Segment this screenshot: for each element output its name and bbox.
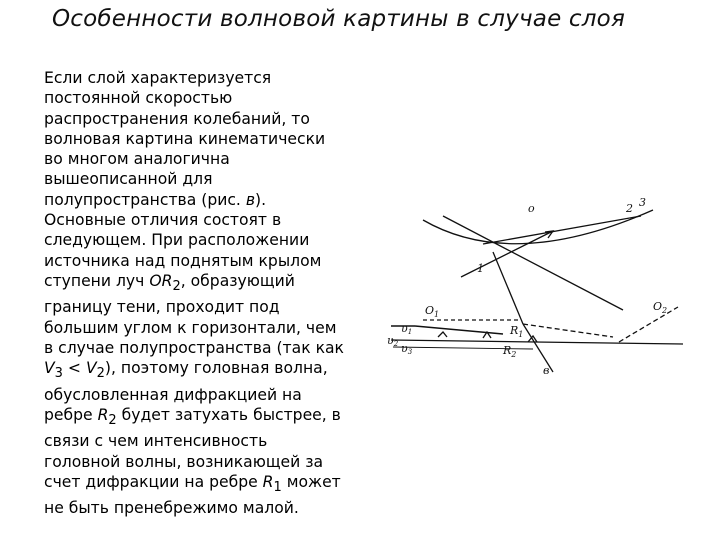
ray-symbol: OR [149, 271, 173, 290]
label-r2 [502, 344, 516, 359]
label-o1 [425, 304, 439, 319]
label-o2-sub: 2 [662, 306, 668, 315]
text-line: не быть пренебрежимо малой. [44, 499, 299, 518]
label-upsilon3-sub: 3 [407, 348, 413, 356]
wave-diagram [383, 192, 695, 382]
text-fragment: будет затухать быстрее, в [116, 405, 341, 424]
text-line: обусловленная дифракцией на [44, 385, 302, 404]
label-r1-letter: R [510, 324, 519, 337]
velocity-symbol: V [85, 359, 97, 378]
text-line: во многом аналогична [44, 150, 230, 169]
label-o2 [653, 300, 667, 315]
label-ray-1: 1 [477, 262, 484, 275]
label-upsilon3 [401, 342, 413, 356]
text-line: распространения колебаний, то [44, 109, 310, 128]
text-line: большим углом к горизонтали, чем [44, 318, 337, 337]
text-line: Основные отличия состоят в [44, 211, 282, 230]
text-line: следующем. При расположении [44, 231, 310, 250]
text-line: источника над поднятым крылом [44, 251, 322, 270]
text-line-fig-ref [44, 190, 384, 210]
label-o: o [528, 202, 535, 215]
velocity-symbol: V [44, 359, 55, 378]
label-upsilon2 [387, 334, 399, 348]
arrow-left [438, 332, 447, 337]
label-upsilon1-sub: 1 [407, 328, 413, 336]
text-fragment: счет дифракции на ребре [44, 472, 263, 491]
text-fragment: ребре [44, 405, 98, 424]
text-line-r2 [44, 405, 384, 431]
label-v: в [543, 364, 550, 377]
ray-2 [443, 216, 623, 310]
ray-subscript: 2 [172, 279, 181, 295]
less-than: < [62, 359, 86, 378]
text-line-or2 [44, 271, 384, 297]
boundary-step [415, 326, 503, 334]
label-upsilon2-letter: υ [387, 334, 394, 347]
label-r2-letter: R [503, 344, 512, 357]
ray-to-r1 [493, 252, 523, 324]
text-line: связи с чем интенсивность [44, 432, 268, 451]
text-line: вышеописанной для [44, 170, 213, 189]
label-r1-sub: 1 [518, 330, 524, 339]
text-line: границу тени, проходит под [44, 298, 280, 317]
label-upsilon1 [401, 322, 412, 336]
text-line: постоянной скоростью [44, 89, 233, 108]
text-fragment: поэтому головная волна, [120, 359, 328, 378]
text-fragment: ступени луч [44, 271, 150, 290]
label-r2-sub: 2 [511, 350, 517, 359]
diffraction-line-3 [523, 324, 613, 337]
text-fragment: , образующий [180, 271, 295, 290]
layer-boundary-base [393, 347, 533, 349]
text-line: волновая картина кинематически [44, 129, 326, 148]
body-paragraph [44, 68, 384, 519]
edge-subscript: 2 [108, 413, 117, 429]
figure-ref-letter: в [245, 190, 256, 209]
label-upsilon1-letter: υ [401, 322, 408, 335]
ray-1 [461, 232, 551, 277]
slide-title: Особенности волновой картины в случае слоя [52, 6, 625, 32]
label-upsilon3-letter: υ [401, 342, 408, 355]
text-fragment: ), [104, 359, 116, 378]
velocity-subscript: 3 [54, 366, 63, 382]
wave-diagram-svg [383, 192, 695, 382]
label-ray-2: 2 [626, 202, 633, 215]
text-line: головной волны, возникающей за [44, 452, 324, 471]
label-r1 [509, 324, 523, 339]
text-line: в случае полупространства (так как [44, 338, 344, 357]
diffraction-line-4 [619, 307, 678, 342]
edge-symbol: R [262, 472, 274, 491]
text-line: Если слой характеризуется [44, 69, 272, 87]
text-line-velocities [44, 358, 384, 384]
label-o2-letter: O [653, 300, 663, 313]
edge-symbol: R [97, 405, 109, 424]
text-fragment: полупространства (рис. [44, 190, 246, 209]
label-o1-sub: 1 [434, 310, 440, 319]
label-upsilon2-sub: 2 [393, 340, 399, 348]
label-ray-3: 3 [639, 196, 646, 209]
text-fragment: может [281, 472, 341, 491]
velocity-subscript: 2 [96, 366, 105, 382]
text-fragment: ). [255, 190, 267, 209]
label-o1-letter: O [425, 304, 435, 317]
edge-subscript: 1 [273, 480, 282, 496]
text-line-r1 [44, 472, 384, 498]
